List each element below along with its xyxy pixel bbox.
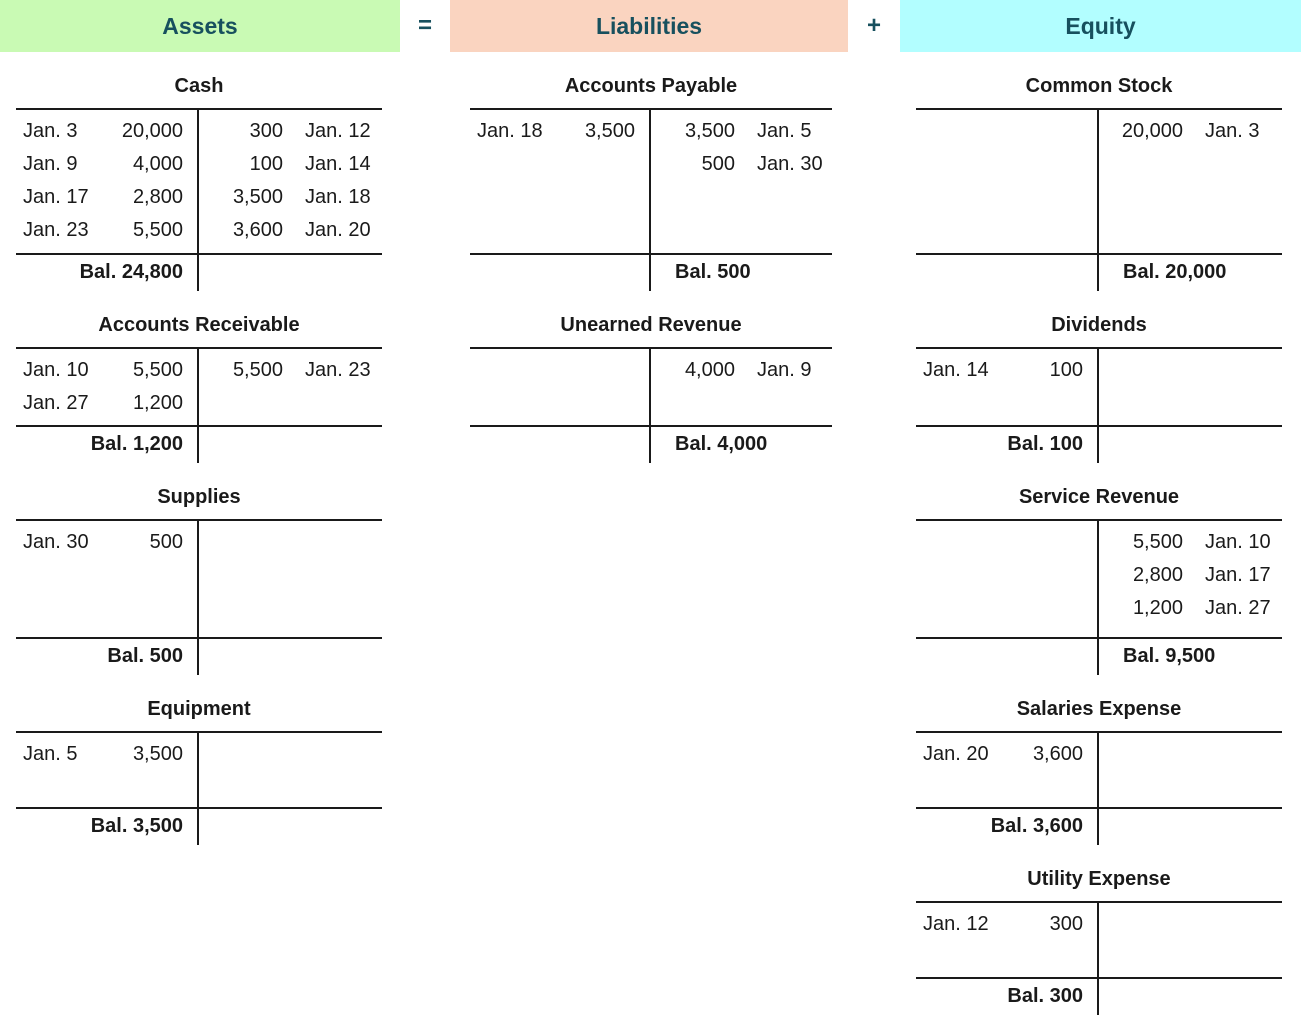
entry-amount: 3,500 — [132, 743, 183, 765]
entry-amount: 3,600 — [1032, 743, 1083, 765]
ledger-entry — [16, 115, 197, 148]
assets-column — [0, 52, 400, 845]
debit-side — [916, 521, 1099, 637]
t-account-body — [470, 347, 832, 425]
ledger-entry — [651, 115, 832, 148]
debit-footer — [470, 255, 651, 291]
balance-label: Bal. 24,800 — [79, 261, 183, 283]
ledger-entry — [16, 526, 197, 559]
t-account-unearned-revenue — [470, 313, 832, 463]
entry-date: Jan. 17 — [23, 186, 89, 208]
t-account-body — [16, 731, 382, 807]
t-account-footer — [16, 637, 382, 675]
balance-label: Bal. 4,000 — [675, 433, 768, 455]
credit-side — [651, 349, 832, 425]
credit-footer — [199, 427, 382, 463]
ledger-entry — [916, 354, 1097, 387]
balance-label: Bal. 3,500 — [90, 815, 183, 837]
credit-footer — [651, 255, 832, 291]
debit-footer — [16, 427, 199, 463]
debit-side — [16, 733, 199, 807]
ledger-entry — [470, 115, 649, 148]
entry-amount: 500 — [701, 153, 735, 175]
entry-amount: 5,500 — [132, 219, 183, 241]
entry-amount: 1,200 — [1132, 597, 1183, 619]
account-title: Equipment — [147, 698, 251, 720]
entry-amount: 3,500 — [684, 120, 735, 142]
t-account-footer — [916, 977, 1282, 1015]
t-account-body — [916, 519, 1282, 637]
t-account-service-revenue — [916, 485, 1282, 675]
debit-footer — [916, 427, 1099, 463]
account-title: Accounts Receivable — [98, 314, 300, 336]
ledger-entry — [16, 387, 197, 420]
entry-amount: 5,500 — [232, 359, 283, 381]
plus-operator: + — [866, 12, 881, 39]
t-account-body — [470, 108, 832, 253]
credit-side — [1099, 110, 1282, 253]
entry-date: Jan. 23 — [23, 219, 89, 241]
balance-label: Bal. 3,600 — [990, 815, 1083, 837]
entry-amount: 20,000 — [1121, 120, 1183, 142]
t-account-footer — [16, 425, 382, 463]
entry-date: Jan. 20 — [305, 219, 371, 241]
t-account-footer — [16, 807, 382, 845]
credit-footer — [199, 809, 382, 845]
balance-label: Bal. 500 — [107, 645, 183, 667]
entry-date: Jan. 10 — [1205, 531, 1271, 553]
account-title: Cash — [174, 75, 224, 97]
entry-date: Jan. 18 — [305, 186, 371, 208]
balance-label: Bal. 500 — [675, 261, 751, 283]
account-title: Accounts Payable — [564, 75, 738, 97]
t-account-footer — [470, 253, 832, 291]
t-account-body — [16, 108, 382, 253]
account-title: Service Revenue — [1018, 486, 1180, 508]
t-account-body — [916, 901, 1282, 977]
account-title: Supplies — [157, 486, 241, 508]
ledger-entry — [16, 148, 197, 181]
credit-side — [199, 521, 382, 637]
account-title: Dividends — [1051, 314, 1147, 336]
account-title: Utility Expense — [1027, 868, 1171, 890]
debit-side — [16, 521, 199, 637]
entry-date: Jan. 12 — [923, 913, 989, 935]
t-account-accounts-receivable — [16, 313, 382, 463]
entry-date: Jan. 14 — [923, 359, 989, 381]
entry-amount: 1,200 — [132, 392, 183, 414]
ledger-entry — [1099, 526, 1282, 559]
ledger-entry — [1099, 559, 1282, 592]
credit-footer — [1099, 809, 1282, 845]
balance-label: Bal. 300 — [1007, 985, 1083, 1007]
ledger-entry — [199, 115, 382, 148]
ledger-entry — [199, 214, 382, 247]
entry-date: Jan. 3 — [1205, 120, 1260, 142]
credit-footer — [1099, 427, 1282, 463]
t-account-equipment — [16, 697, 382, 845]
ledger-entry — [16, 181, 197, 214]
equals-operator: = — [417, 12, 432, 39]
entry-amount: 4,000 — [132, 153, 183, 175]
t-account-common-stock — [916, 74, 1282, 291]
ledger-entry — [916, 738, 1097, 771]
credit-side — [1099, 903, 1282, 977]
entry-amount: 500 — [149, 531, 183, 553]
debit-footer — [916, 255, 1099, 291]
t-account-accounts-payable — [470, 74, 832, 291]
balance-label: Bal. 9,500 — [1123, 645, 1216, 667]
t-account-body — [916, 108, 1282, 253]
entry-amount: 5,500 — [132, 359, 183, 381]
credit-side — [199, 110, 382, 253]
entry-date: Jan. 10 — [23, 359, 89, 381]
debit-footer — [916, 979, 1099, 1015]
debit-side — [470, 349, 651, 425]
balance-label: Bal. 1,200 — [90, 433, 183, 455]
entry-date: Jan. 3 — [23, 120, 78, 142]
entry-date: Jan. 17 — [1205, 564, 1271, 586]
account-title: Common Stock — [1025, 75, 1173, 97]
credit-side — [651, 110, 832, 253]
t-account-footer — [16, 253, 382, 291]
t-account-footer — [916, 807, 1282, 845]
entry-amount: 4,000 — [684, 359, 735, 381]
t-account-cash — [16, 74, 382, 291]
entry-date: Jan. 30 — [757, 153, 823, 175]
account-title: Unearned Revenue — [560, 314, 742, 336]
t-account-footer — [916, 637, 1282, 675]
t-account-utility-expense — [916, 867, 1282, 1015]
debit-side — [916, 110, 1099, 253]
assets-header: Assets — [0, 0, 400, 52]
entry-date: Jan. 5 — [757, 120, 812, 142]
debit-side — [470, 110, 651, 253]
t-account-footer — [916, 425, 1282, 463]
t-account-body — [16, 347, 382, 425]
t-account-body — [16, 519, 382, 637]
entry-amount: 3,500 — [232, 186, 283, 208]
debit-footer — [916, 809, 1099, 845]
liabilities-column — [450, 52, 848, 463]
entry-amount: 2,800 — [132, 186, 183, 208]
debit-footer — [16, 255, 199, 291]
debit-footer — [470, 427, 651, 463]
debit-side — [916, 349, 1099, 425]
credit-side — [1099, 349, 1282, 425]
ledger-entry — [651, 354, 832, 387]
credit-footer — [651, 427, 832, 463]
credit-side — [199, 349, 382, 425]
credit-footer — [1099, 255, 1282, 291]
entry-date: Jan. 12 — [305, 120, 371, 142]
liabilities-header: Liabilities — [450, 0, 848, 52]
entry-date: Jan. 23 — [305, 359, 371, 381]
credit-footer — [199, 255, 382, 291]
credit-side — [1099, 521, 1282, 637]
entry-date: Jan. 14 — [305, 153, 371, 175]
ledger-columns — [0, 52, 1301, 1015]
entry-amount: 5,500 — [1132, 531, 1183, 553]
credit-footer — [1099, 979, 1282, 1015]
ledger-entry — [651, 148, 832, 181]
ledger-entry — [199, 148, 382, 181]
entry-amount: 100 — [1049, 359, 1083, 381]
balance-label: Bal. 20,000 — [1123, 261, 1227, 283]
t-account-body — [916, 347, 1282, 425]
entry-date: Jan. 18 — [477, 120, 543, 142]
t-account-salaries-expense — [916, 697, 1282, 845]
t-account-footer — [470, 425, 832, 463]
ledger-entry — [199, 354, 382, 387]
t-account-footer — [916, 253, 1282, 291]
entry-date: Jan. 27 — [23, 392, 89, 414]
ledger-entry — [16, 354, 197, 387]
debit-footer — [16, 809, 199, 845]
ledger-entry — [199, 181, 382, 214]
ledger-entry — [16, 214, 197, 247]
debit-side — [916, 903, 1099, 977]
entry-amount: 2,800 — [1132, 564, 1183, 586]
entry-amount: 20,000 — [121, 120, 183, 142]
credit-side — [199, 733, 382, 807]
credit-side — [1099, 733, 1282, 807]
entry-amount: 300 — [1049, 913, 1083, 935]
account-title: Salaries Expense — [1016, 698, 1182, 720]
entry-date: Jan. 20 — [923, 743, 989, 765]
t-account-body — [916, 731, 1282, 807]
ledger-entry — [1099, 115, 1282, 148]
entry-date: Jan. 9 — [757, 359, 812, 381]
debit-footer — [16, 639, 199, 675]
t-account-supplies — [16, 485, 382, 675]
ledger-entry — [16, 738, 197, 771]
equity-header: Equity — [900, 0, 1301, 52]
ledger-entry — [1099, 592, 1282, 625]
debit-footer — [916, 639, 1099, 675]
entry-date: Jan. 30 — [23, 531, 89, 553]
ledger-entry — [916, 908, 1097, 941]
debit-side — [16, 349, 199, 425]
balance-label: Bal. 100 — [1007, 433, 1083, 455]
entry-amount: 3,500 — [584, 120, 635, 142]
entry-date: Jan. 27 — [1205, 597, 1271, 619]
equity-column — [900, 52, 1301, 1015]
entry-amount: 300 — [249, 120, 283, 142]
entry-amount: 3,600 — [232, 219, 283, 241]
entry-amount: 100 — [249, 153, 283, 175]
t-account-dividends — [916, 313, 1282, 463]
debit-side — [916, 733, 1099, 807]
credit-footer — [1099, 639, 1282, 675]
entry-date: Jan. 5 — [23, 743, 78, 765]
accounting-equation-header — [0, 0, 1301, 52]
credit-footer — [199, 639, 382, 675]
debit-side — [16, 110, 199, 253]
entry-date: Jan. 9 — [23, 153, 78, 175]
